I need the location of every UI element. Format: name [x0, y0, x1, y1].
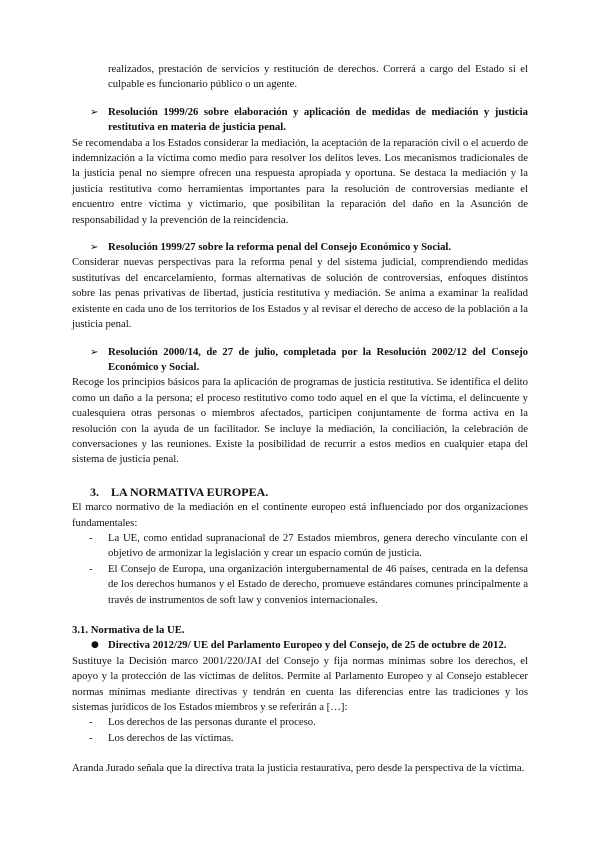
- resolution-heading-text: Resolución 1999/26 sobre elaboración y aplicación de medidas de mediación y justicia restitutiva en materia de justicia penal.: [108, 105, 528, 134]
- subsection-3-1-title: 3.1. Normativa de la UE.: [72, 624, 185, 636]
- closing-paragraph: Aranda Jurado señala que la directiva trata la justicia restaurativa, pero desde la perspectiva de la víctima.: [72, 762, 525, 775]
- section-title-text: LA NORMATIVA EUROPEA.: [111, 484, 269, 499]
- resolution-heading-text: Resolución 1999/27 sobre la reforma penal del Consejo Económico y Social.: [108, 241, 452, 254]
- arrow-bullet-icon: ➢: [90, 106, 99, 118]
- arrow-bullet-icon: ➢: [90, 242, 99, 254]
- dash-bullet-icon: -: [89, 562, 93, 575]
- list-item: - Los derechos de las víctimas.: [72, 731, 528, 746]
- list-item: - La UE, como entidad supranacional de 27 Estados miembros, genera derecho vinculante con el objetivo de armonizar la legislación y crear un espacio común de justicia.: [89, 531, 528, 560]
- dash-bullet-icon: -: [89, 716, 93, 729]
- list-item: - Los derechos de las personas durante el proceso.: [72, 715, 528, 730]
- resolution-body-1: Se recomendaba a los Estados considerar la mediación, la aceptación de la reparación civil o el acuerdo de indemnización a la víctima como medio para resolver los delitos leves. Los mecanismos tradicionales de la justicia penal no siempre ofrecen una respuesta apropiada y oportuna. Se destaca la mediación y la justicia restitutiva como herramientas importantes para la resolución de controversias mediante el encuentro entre víctima y victimario, que posibilitan la reparación del daño en la Asunción de responsabilidad y la prevención de la reincidencia.: [72, 136, 528, 226]
- directive-body: Sustituye la Decisión marco 2001/220/JAI del Consejo y fija normas mínimas sobre los derechos, el apoyo y la protección de las víctimas de delitos. Permite al Parlamento Europeo y al Consejo establecer normas mínimas mediante directivas y tendrán en cuenta las diferencias entre las tradiciones y los sistemas jurídicos de los Estados miembros y se referirán a […]:: [72, 654, 528, 714]
- intro-continuation: realizados, prestación de servicios y restitución de derechos. Correrá a cargo del Estado si el culpable es funcionario público o un agente.: [108, 63, 528, 91]
- section-number: 3.: [90, 484, 99, 499]
- bullet-dot-icon: ●: [91, 640, 99, 651]
- directive-heading-text: Directiva 2012/29/ UE del Parlamento Europeo y del Consejo, de 25 de octubre de 2012.: [108, 639, 507, 652]
- directive-heading: [72, 638, 528, 653]
- dash-bullet-icon: -: [89, 731, 93, 744]
- organizations-list: [72, 531, 528, 608]
- dash-bullet-icon: -: [89, 531, 93, 544]
- resolution-heading-2: [72, 240, 528, 255]
- resolution-heading-1: [72, 105, 528, 136]
- section-3-intro: El marco normativo de la mediación en el continente europeo está influenciado por dos organizaciones fundamentales:: [72, 501, 528, 529]
- resolution-heading-3: [72, 345, 528, 376]
- arrow-bullet-icon: ➢: [90, 346, 99, 358]
- resolution-heading-text: Resolución 2000/14, de 27 de julio, completada por la Resolución 2002/12 del Consejo Económico y Social.: [108, 345, 528, 373]
- resolution-body-3: Recoge los principios básicos para la aplicación de programas de justicia restitutiva. Se identifica el delito como un daño a la persona; el proceso restitutivo como todo aquel en el que la víctima, el delincuente y cualesquiera otras personas o miembros afectados, participen conjuntamente de forma activa en la resolución con la ayuda de un facilitador. Se incluye la mediación, la conciliación, la celebración de conversaciones y las reuniones. Existe la posibilidad de recurrir a estos medios en cualquier etapa del sistema de justicia penal.: [72, 376, 528, 466]
- rights-list: [72, 715, 528, 746]
- section-3-title: [72, 485, 528, 500]
- resolution-body-2: Considerar nuevas perspectivas para la reforma penal y del sistema judicial, comprendiendo medidas sustitutivas del encarcelamiento, formas alternativas de solución de controversias, enfoques distintos sobre las penas privativas de libertad, justicia restitutiva y mediación. Se anima a examinar la realidad existente en cada uno de los territorios de los Estados y al revisar el derecho de acceso de la población a la justicia penal.: [72, 256, 528, 331]
- list-item: - El Consejo de Europa, una organización intergubernamental de 46 países, centrada en la defensa de los derechos humanos y el Estado de derecho, promueve estándares comunes principalmente a través de instrumentos de soft law y convenios internacionales.: [89, 562, 528, 606]
